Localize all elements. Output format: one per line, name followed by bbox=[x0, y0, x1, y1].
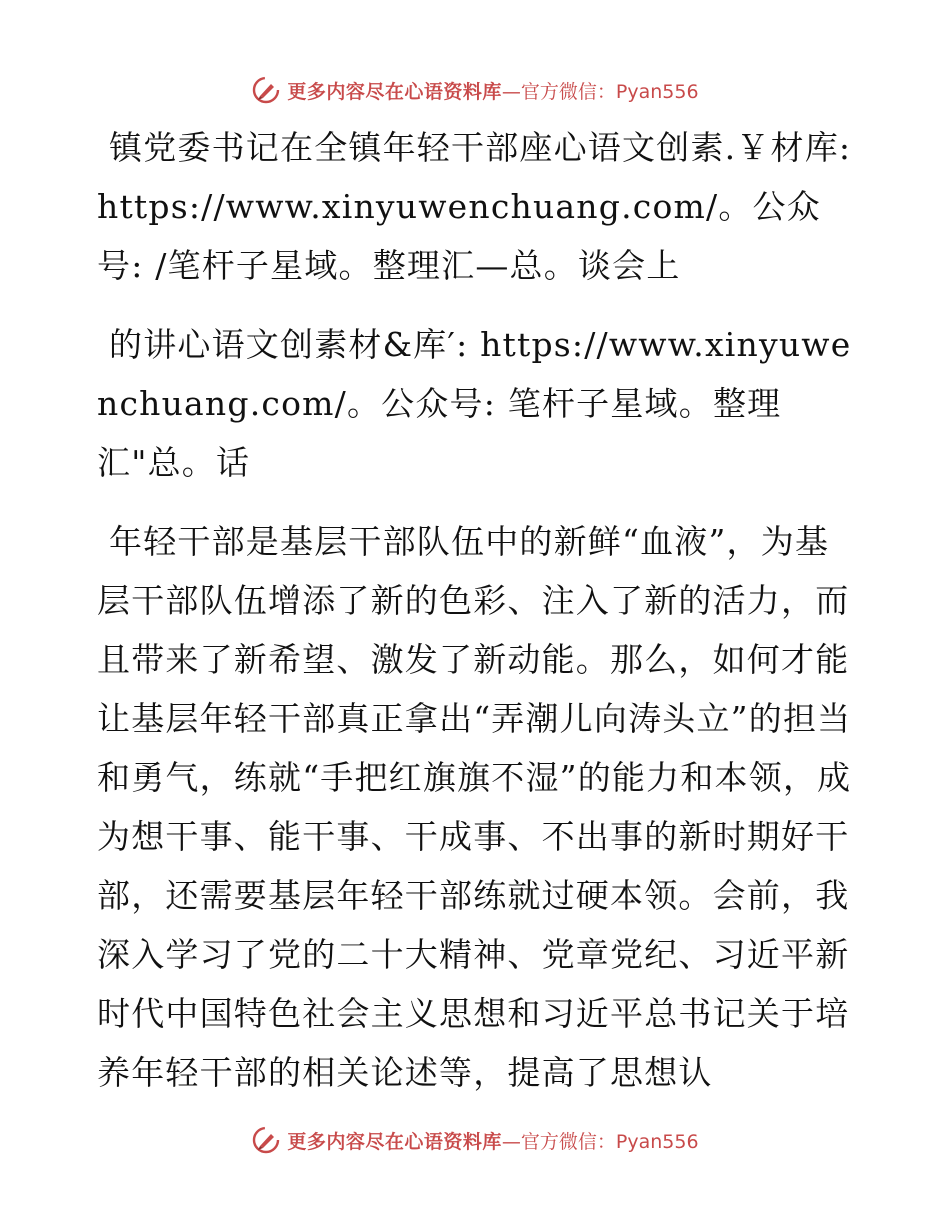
footer-wechat-text: —官方微信：Pyan556 bbox=[501, 1130, 699, 1153]
header-watermark-banner bbox=[0, 70, 950, 110]
header-wechat-text: —官方微信：Pyan556 bbox=[501, 80, 699, 103]
paragraph-title-part-2: 的讲心语文创素材&库′: https://www.xinyuwenchuang.com/。公众号: 笔杆子星域。整理汇"总。话 bbox=[97, 325, 852, 482]
pen-swirl-logo-icon bbox=[251, 1125, 281, 1155]
pen-swirl-logo-icon bbox=[251, 75, 281, 105]
footer-watermark-banner bbox=[0, 1120, 950, 1160]
paragraph-body: 年轻干部是基层干部队伍中的新鲜“血液”，为基层干部队伍增添了新的色彩、注入了新的活力，而且带来了新希望、激发了新动能。那么，如何才能让基层年轻干部真正拿出“弄潮儿向涛头立”的担当和勇气，练就“手把红旗旗不湿”的能力和本领，成为想干事、能干事、干成事、不出事的新时期好干部，还需要基层年轻干部练就过硬本领。会前，我深入学习了党的二十大精神、党章党纪、习近平新时代中国特色社会主义思想和习近平总书记关于培养年轻干部的相关论述等，提高了思想认 bbox=[97, 522, 852, 1092]
document-body bbox=[97, 118, 857, 1102]
footer-watermark-text: 更多内容尽在心语资料库 bbox=[287, 1130, 502, 1153]
header-watermark-text: 更多内容尽在心语资料库 bbox=[287, 80, 502, 103]
paragraph-title-part-1: 镇党委书记在全镇年轻干部座心语文创素.￥材库: https://www.xinyuwenchuang.com/。公众号: /笔杆子星域。整理汇—总。谈会上 bbox=[97, 128, 852, 285]
